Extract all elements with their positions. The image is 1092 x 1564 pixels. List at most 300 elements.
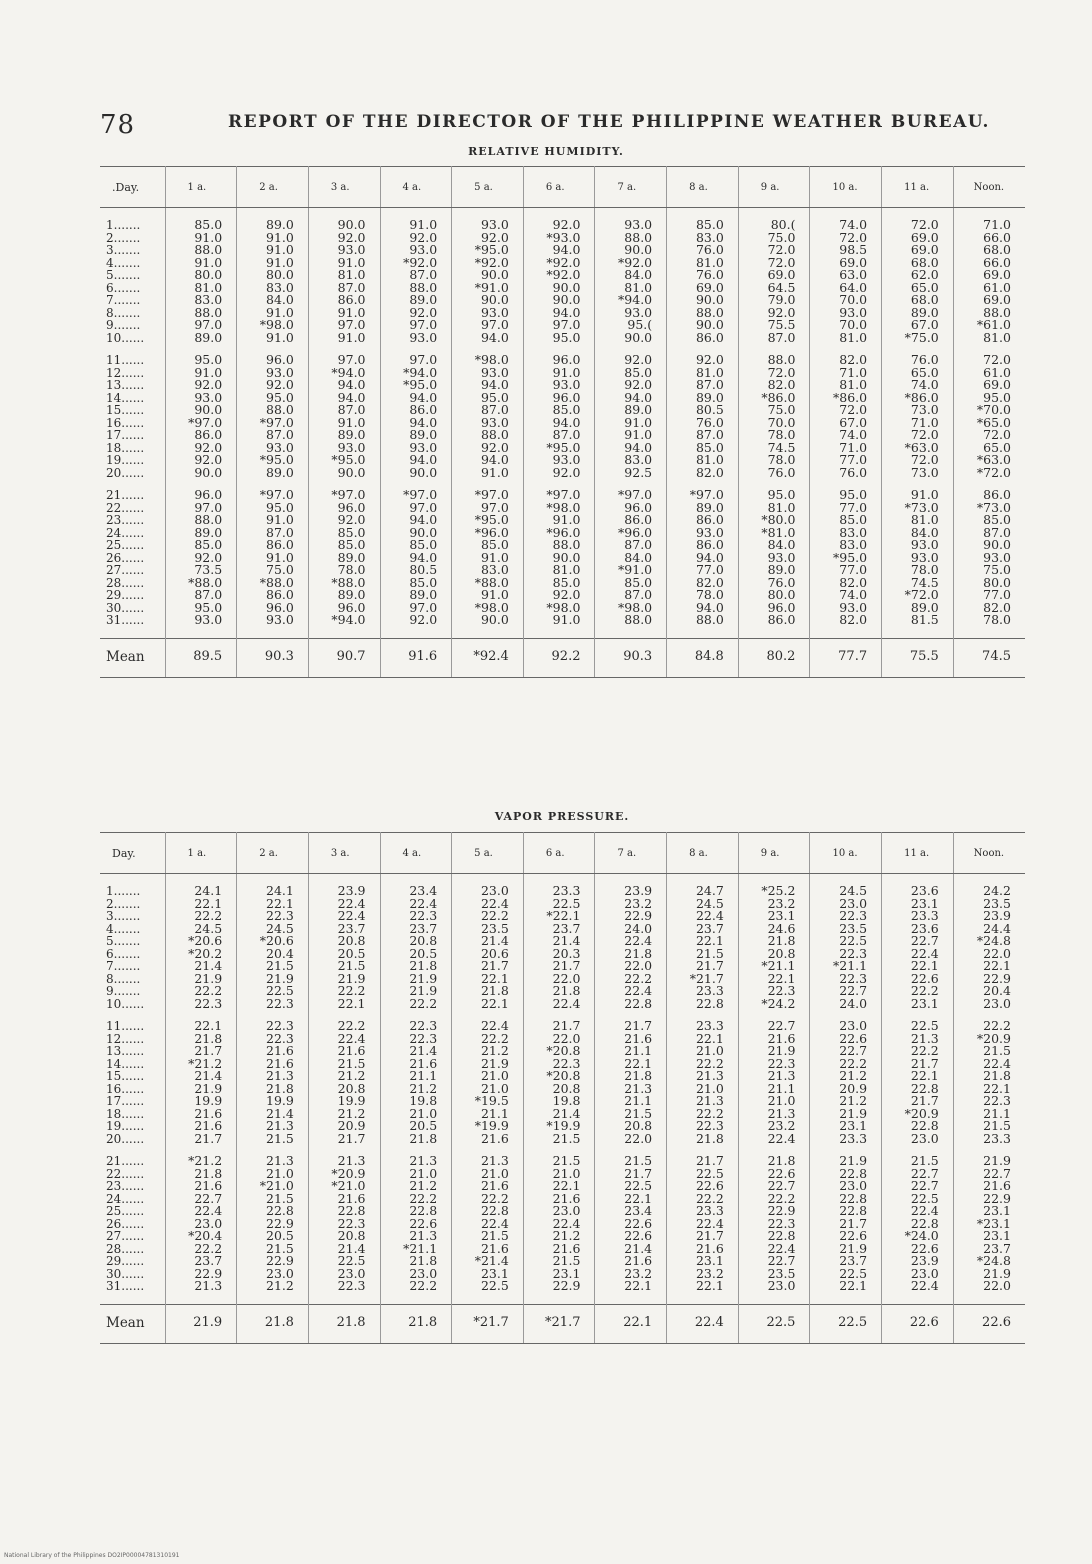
value-cell: 89.0 — [308, 589, 380, 602]
value-cell: 23.1 — [983, 1228, 1011, 1243]
value-cell: 22.9 — [165, 1268, 237, 1281]
value-cell: *72.0 — [882, 589, 954, 602]
value-cell: 22.2 — [738, 1193, 810, 1206]
value-cell: 93.0 — [308, 244, 380, 257]
hour-column-header: 2 a. — [237, 833, 309, 874]
value-cell: *20.6 — [237, 935, 309, 948]
value-cell: 93.0 — [595, 219, 667, 232]
value-cell: 96.0 — [165, 489, 237, 502]
value-cell: 22.4 — [380, 898, 452, 911]
mean-value: 90.7 — [308, 638, 380, 677]
value-cell: 21.0 — [667, 1083, 739, 1096]
value-cell: 91.0 — [237, 514, 309, 527]
day-cell: 14...... — [100, 1058, 165, 1071]
value-cell: 24.5 — [237, 923, 309, 936]
value-cell: 23.2 — [595, 1268, 667, 1281]
value-cell: 77.0 — [810, 564, 882, 577]
header-row — [100, 167, 1025, 208]
value-cell: 22.8 — [882, 1120, 954, 1133]
value-cell: 87.0 — [308, 282, 380, 295]
value-cell: 22.3 — [380, 1020, 452, 1033]
value-cell: 93.0 — [452, 307, 524, 320]
value-cell: 22.5 — [237, 985, 309, 998]
value-cell: 23.6 — [882, 885, 954, 898]
value-cell: 91.0 — [237, 332, 309, 345]
value-cell: *97.0 — [523, 489, 595, 502]
value-cell: 21.8 — [452, 985, 524, 998]
value-cell: 21.0 — [738, 1095, 810, 1108]
value-cell: 85.0 — [380, 539, 452, 552]
value-cell: 20.8 — [308, 1230, 380, 1243]
value-cell: 97.0 — [380, 602, 452, 615]
value-cell: 77.0 — [810, 502, 882, 515]
mean-label: Mean — [100, 638, 165, 677]
value-cell: 23.0 — [523, 1205, 595, 1218]
value-cell: 83.0 — [165, 294, 237, 307]
value-cell: 21.4 — [523, 935, 595, 948]
value-cell: 94.0 — [380, 417, 452, 430]
spacer-cell — [308, 1293, 380, 1305]
value-cell: 22.6 — [595, 1218, 667, 1231]
value-cell: *97.0 — [595, 489, 667, 502]
value-cell: 69.0 — [882, 244, 954, 257]
value-cell: 22.7 — [738, 1255, 810, 1268]
value-cell: 71.0 — [882, 417, 954, 430]
value-cell: 90.0 — [380, 527, 452, 540]
value-cell: 85.0 — [165, 539, 237, 552]
spacer-cell — [100, 627, 165, 639]
value-cell: 90.0 — [983, 537, 1011, 552]
value-cell: 94.0 — [452, 332, 524, 345]
value-cell: 21.7 — [165, 1045, 237, 1058]
value-cell: *21.4 — [452, 1255, 524, 1268]
value-cell: 66.0 — [983, 254, 1011, 270]
value-cell: 21.3 — [165, 1280, 237, 1293]
value-cell: 21.8 — [237, 1083, 309, 1096]
value-cell: *98.0 — [452, 354, 524, 367]
value-cell: *70.0 — [976, 402, 1011, 417]
value-cell: 89.0 — [308, 429, 380, 442]
value-cell: 93.0 — [380, 244, 452, 257]
spacer-cell — [667, 1293, 739, 1305]
value-cell: 74.0 — [810, 219, 882, 232]
value-cell: 81.0 — [667, 367, 739, 380]
hour-column-header: Noon. — [953, 167, 1025, 208]
value-cell: 21.2 — [810, 1095, 882, 1108]
day-cell: 31...... — [100, 614, 165, 627]
value-cell: 24.5 — [165, 923, 237, 936]
value-cell: 97.0 — [452, 502, 524, 515]
value-cell: 22.3 — [810, 910, 882, 923]
value-cell: 22.4 — [308, 898, 380, 911]
value-cell: 77.0 — [810, 454, 882, 467]
value-cell: 83.0 — [595, 454, 667, 467]
value-cell: 23.9 — [595, 885, 667, 898]
value-cell: 93.0 — [523, 454, 595, 467]
value-cell: 24.1 — [237, 885, 309, 898]
value-cell: 22.8 — [882, 1083, 954, 1096]
value-cell: 21.4 — [237, 1108, 309, 1121]
value-cell: 21.5 — [237, 1193, 309, 1206]
value-cell: 92.0 — [523, 219, 595, 232]
mean-value: 91.6 — [380, 638, 452, 677]
value-cell: *92.0 — [452, 257, 524, 270]
day-cell: 16...... — [100, 1083, 165, 1096]
spacer-cell — [882, 627, 954, 639]
value-cell: 21.9 — [738, 1045, 810, 1058]
value-cell: *20.9 — [882, 1108, 954, 1121]
value-cell: 87.0 — [595, 589, 667, 602]
value-cell: 21.8 — [380, 960, 452, 973]
value-cell: 22.2 — [452, 1193, 524, 1206]
value-cell: 23.3 — [983, 1130, 1011, 1146]
value-cell: 23.5 — [810, 923, 882, 936]
value-cell: 21.4 — [523, 1108, 595, 1121]
value-cell: 85.0 — [667, 442, 739, 455]
value-cell: 21.3 — [380, 1230, 452, 1243]
value-cell: 22.4 — [452, 898, 524, 911]
value-cell: 65.0 — [882, 367, 954, 380]
value-cell: 90.0 — [667, 294, 739, 307]
value-cell: 21.5 — [308, 960, 380, 973]
value-cell: 93.0 — [983, 549, 1011, 565]
value-cell: 72.0 — [738, 367, 810, 380]
value-cell: *88.0 — [308, 577, 380, 590]
value-cell: 23.2 — [595, 898, 667, 911]
day-column-header: Day. — [100, 833, 165, 874]
value-cell: 91.0 — [523, 614, 595, 627]
value-cell: 88.0 — [667, 307, 739, 320]
value-cell: 23.3 — [667, 985, 739, 998]
value-cell: 87.0 — [165, 589, 237, 602]
value-cell: 72.0 — [983, 427, 1011, 442]
value-cell: 78.0 — [667, 589, 739, 602]
value-cell: 21.3 — [667, 1095, 739, 1108]
value-cell: 92.5 — [595, 467, 667, 480]
value-cell: 95.0 — [523, 332, 595, 345]
value-cell: *92.0 — [523, 269, 595, 282]
value-cell: 92.0 — [165, 454, 237, 467]
value-cell: *61.0 — [976, 317, 1011, 332]
mean-value: 21.9 — [165, 1304, 237, 1343]
value-cell: 24.5 — [667, 898, 739, 911]
spacer-cell — [667, 627, 739, 639]
mean-value: 77.7 — [810, 638, 882, 677]
value-cell: 75.0 — [237, 564, 309, 577]
value-cell: 22.7 — [882, 1168, 954, 1181]
value-cell: *23.1 — [976, 1215, 1011, 1231]
value-cell: *92.0 — [523, 257, 595, 270]
spacer-cell — [882, 1293, 954, 1305]
value-cell: 67.0 — [882, 319, 954, 332]
value-cell: 21.5 — [882, 1155, 954, 1168]
value-cell: 78.0 — [308, 564, 380, 577]
day-cell: 26...... — [100, 1218, 165, 1231]
value-cell: 21.6 — [983, 1178, 1011, 1193]
value-cell: 22.2 — [882, 985, 954, 998]
value-cell: 91.0 — [380, 219, 452, 232]
value-cell: 93.0 — [595, 307, 667, 320]
value-cell: 23.1 — [523, 1268, 595, 1281]
value-cell: 87.0 — [983, 524, 1011, 540]
spacer-cell — [738, 1293, 810, 1305]
value-cell: 22.6 — [882, 973, 954, 986]
day-cell: 7....... — [100, 960, 165, 973]
value-cell: 21.2 — [380, 1180, 452, 1193]
value-cell: 21.3 — [595, 1083, 667, 1096]
hour-column-header: 7 a. — [595, 167, 667, 208]
value-cell: 24.4 — [983, 920, 1011, 936]
value-cell: 22.2 — [810, 1058, 882, 1071]
value-cell: 90.0 — [452, 294, 524, 307]
hour-column-header: 11 a. — [882, 167, 954, 208]
value-cell: 97.0 — [380, 502, 452, 515]
value-cell: 90.0 — [452, 269, 524, 282]
value-cell: 22.9 — [983, 1190, 1011, 1206]
value-cell: 90.0 — [523, 552, 595, 565]
value-cell: 22.2 — [667, 1193, 739, 1206]
value-cell: 21.6 — [237, 1045, 309, 1058]
hour-column-header: 11 a. — [882, 833, 954, 874]
value-cell: 74.5 — [882, 577, 954, 590]
spacer-cell — [738, 627, 810, 639]
value-cell: 84.0 — [595, 552, 667, 565]
value-cell: 22.1 — [738, 973, 810, 986]
hour-column-header: 2 a. — [237, 167, 309, 208]
value-cell: 21.9 — [165, 1083, 237, 1096]
day-cell: 31...... — [100, 1280, 165, 1293]
value-cell: 83.0 — [452, 564, 524, 577]
day-cell: 29...... — [100, 589, 165, 602]
value-cell: 24.1 — [165, 885, 237, 898]
value-cell: 82.0 — [667, 467, 739, 480]
value-cell: 21.7 — [882, 1095, 954, 1108]
value-cell: 93.0 — [165, 392, 237, 405]
hour-column-header: 10 a. — [810, 167, 882, 208]
mean-value: 21.8 — [308, 1304, 380, 1343]
value-cell: 93.0 — [452, 219, 524, 232]
day-cell: 6....... — [100, 282, 165, 295]
value-cell: 91.0 — [452, 552, 524, 565]
value-cell: 22.4 — [738, 1133, 810, 1146]
value-cell: 77.0 — [983, 587, 1011, 602]
day-cell: 30...... — [100, 602, 165, 615]
value-cell: 21.6 — [165, 1120, 237, 1133]
value-cell: 79.0 — [738, 294, 810, 307]
value-cell: 93.0 — [882, 539, 954, 552]
value-cell: 23.0 — [308, 1268, 380, 1281]
table-row — [100, 998, 1025, 1011]
vapor-pressure-table — [100, 832, 1025, 1344]
value-cell: 23.0 — [983, 995, 1011, 1011]
day-cell: 2....... — [100, 232, 165, 245]
value-cell: 64.5 — [738, 282, 810, 295]
value-cell: *21.2 — [165, 1058, 237, 1071]
hour-column-header: 1 a. — [165, 833, 237, 874]
value-cell: 22.3 — [380, 910, 452, 923]
value-cell: *93.0 — [523, 232, 595, 245]
value-cell: 22.6 — [882, 1243, 954, 1256]
value-cell: 22.1 — [595, 1280, 667, 1293]
value-cell: 21.8 — [595, 1070, 667, 1083]
value-cell: 21.3 — [738, 1070, 810, 1083]
value-cell: 23.1 — [452, 1268, 524, 1281]
hour-column-header: 7 a. — [595, 833, 667, 874]
value-cell: 69.0 — [983, 377, 1011, 392]
value-cell: 22.4 — [523, 1218, 595, 1231]
day-cell: 5....... — [100, 935, 165, 948]
value-cell: 21.6 — [452, 1243, 524, 1256]
value-cell: 22.8 — [380, 1205, 452, 1218]
hour-column-header: 1 a. — [165, 167, 237, 208]
value-cell: *24.8 — [976, 933, 1011, 948]
value-cell: 95.( — [595, 319, 667, 332]
value-cell: 76.0 — [882, 354, 954, 367]
value-cell: 95.0 — [983, 389, 1011, 405]
value-cell: 93.0 — [380, 442, 452, 455]
value-cell: *73.0 — [976, 499, 1011, 515]
value-cell: 76.0 — [738, 467, 810, 480]
value-cell: 22.5 — [882, 1193, 954, 1206]
value-cell: 88.0 — [165, 307, 237, 320]
value-cell: 80.5 — [667, 404, 739, 417]
mean-row — [100, 638, 1025, 677]
value-cell: 92.0 — [595, 379, 667, 392]
value-cell: 22.3 — [308, 1280, 380, 1293]
value-cell: 22.3 — [738, 985, 810, 998]
value-cell: 21.8 — [738, 1155, 810, 1168]
value-cell: 81.0 — [308, 269, 380, 282]
value-cell: 23.7 — [165, 1255, 237, 1268]
value-cell: 91.0 — [452, 467, 524, 480]
value-cell: 96.0 — [523, 354, 595, 367]
value-cell: *63.0 — [882, 442, 954, 455]
value-cell: 22.5 — [882, 1020, 954, 1033]
value-cell: 20.5 — [308, 948, 380, 961]
value-cell: 24.0 — [810, 998, 882, 1011]
value-cell: 19.9 — [165, 1095, 237, 1108]
value-cell: 86.0 — [165, 429, 237, 442]
value-cell: 22.4 — [523, 998, 595, 1011]
value-cell: 88.0 — [165, 244, 237, 257]
value-cell: *21.0 — [237, 1180, 309, 1193]
value-cell: 22.4 — [882, 1280, 954, 1293]
value-cell: 93.0 — [452, 417, 524, 430]
value-cell: 22.4 — [308, 910, 380, 923]
value-cell: 21.7 — [667, 1230, 739, 1243]
value-cell: 96.0 — [237, 602, 309, 615]
value-cell: 90.0 — [165, 404, 237, 417]
value-cell: 68.0 — [882, 294, 954, 307]
value-cell: 86.0 — [667, 514, 739, 527]
value-cell: *91.0 — [595, 564, 667, 577]
value-cell: *19.5 — [452, 1095, 524, 1108]
value-cell: 21.1 — [452, 1108, 524, 1121]
value-cell: 22.8 — [882, 1218, 954, 1231]
value-cell: 22.3 — [237, 1033, 309, 1046]
spacer-cell — [165, 627, 237, 639]
value-cell: 22.1 — [882, 960, 954, 973]
value-cell: 88.0 — [738, 354, 810, 367]
value-cell: 87.0 — [667, 379, 739, 392]
value-cell: 89.0 — [882, 307, 954, 320]
value-cell: 72.0 — [882, 219, 954, 232]
value-cell: 21.5 — [983, 1118, 1011, 1133]
value-cell: 21.2 — [810, 1070, 882, 1083]
value-cell: 23.3 — [667, 1205, 739, 1218]
value-cell: 22.1 — [667, 1033, 739, 1046]
value-cell: 21.7 — [165, 1133, 237, 1146]
value-cell: 93.0 — [882, 552, 954, 565]
value-cell: 22.5 — [452, 1280, 524, 1293]
value-cell: 22.0 — [983, 945, 1011, 961]
value-cell: 22.3 — [308, 1218, 380, 1231]
day-cell: 17...... — [100, 429, 165, 442]
value-cell: 22.0 — [595, 960, 667, 973]
day-cell: 2....... — [100, 898, 165, 911]
value-cell: 84.0 — [237, 294, 309, 307]
value-cell: 21.8 — [380, 1133, 452, 1146]
value-cell: 96.0 — [308, 602, 380, 615]
value-cell: *92.0 — [380, 257, 452, 270]
value-cell: 97.0 — [380, 354, 452, 367]
value-cell: 85.0 — [810, 514, 882, 527]
value-cell: 22.5 — [810, 935, 882, 948]
value-cell: 21.0 — [667, 1045, 739, 1058]
value-cell: 86.0 — [983, 487, 1011, 502]
value-cell: 74.0 — [882, 379, 954, 392]
value-cell: 22.7 — [738, 1180, 810, 1193]
value-cell: 94.0 — [595, 442, 667, 455]
value-cell: 21.9 — [380, 985, 452, 998]
value-cell: 73.0 — [882, 467, 954, 480]
day-cell: 17...... — [100, 1095, 165, 1108]
value-cell: 21.3 — [308, 1155, 380, 1168]
day-cell: 7....... — [100, 294, 165, 307]
spacer-cell — [452, 627, 524, 639]
day-cell: 10...... — [100, 332, 165, 345]
value-cell: 91.0 — [237, 307, 309, 320]
value-cell: 74.5 — [738, 442, 810, 455]
mean-row — [100, 1304, 1025, 1343]
value-cell: 94.0 — [452, 454, 524, 467]
value-cell: 68.0 — [983, 242, 1011, 257]
value-cell: 21.7 — [523, 1020, 595, 1033]
spacer-row — [100, 1293, 1025, 1305]
value-cell: 74.0 — [810, 589, 882, 602]
value-cell: 21.5 — [237, 960, 309, 973]
value-cell: 69.0 — [738, 269, 810, 282]
spacer-cell — [165, 1293, 237, 1305]
value-cell: 23.9 — [308, 885, 380, 898]
value-cell: *97.0 — [380, 489, 452, 502]
vapor-pressure-title: VAPOR PRESSURE. — [494, 810, 630, 823]
value-cell: 21.0 — [452, 1168, 524, 1181]
mean-value: 90.3 — [237, 638, 309, 677]
value-cell: 94.0 — [380, 454, 452, 467]
value-cell: 91.0 — [523, 514, 595, 527]
day-cell: 19...... — [100, 1120, 165, 1133]
day-cell: 30...... — [100, 1268, 165, 1281]
value-cell: 23.9 — [882, 1255, 954, 1268]
value-cell: 23.7 — [983, 1240, 1011, 1256]
value-cell: 21.7 — [523, 960, 595, 973]
value-cell: *95.0 — [810, 552, 882, 565]
value-cell: 98.5 — [810, 244, 882, 257]
mean-value: 22.6 — [953, 1304, 1025, 1343]
mean-value: 90.3 — [595, 638, 667, 677]
value-cell: 84.0 — [595, 269, 667, 282]
